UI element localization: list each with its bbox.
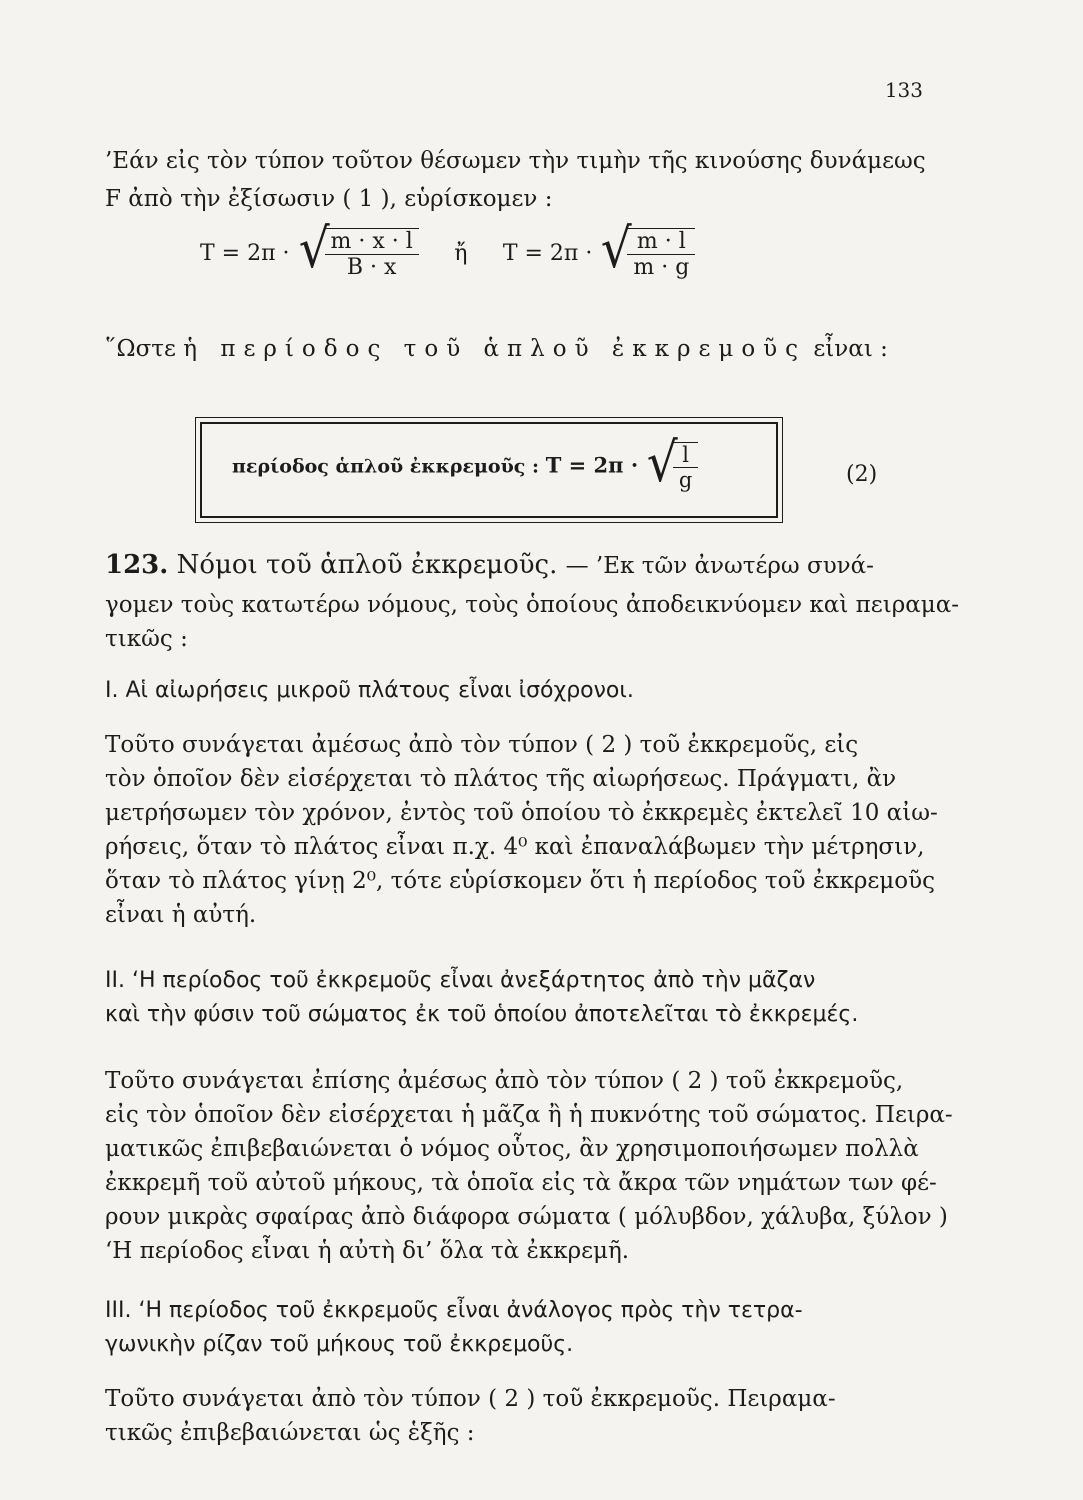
fraction-numerator: m · l — [627, 229, 695, 255]
law-3-statement: III. ‘Η περίοδος τοῦ ἐκκρεμοῦς εἶναι ἀνάλογος πρὸς τὴν τετρα- — [105, 1298, 803, 1323]
boxed-formula-label: περίοδος ἁπλοῦ ἐκκρεμοῦς : — [232, 455, 539, 478]
law-1-body-line: μετρήσωμεν τὸν χρόνον, ἐντὸς τοῦ ὁποίου τὸ ἐκκρεμὲς ἐκτελεῖ 10 αἰω- — [105, 800, 938, 826]
law-1-body-line: ρήσεις, ὅταν τὸ πλάτος εἶναι π.χ. 4⁰ καὶ ἐπαναλάβωμεν τὴν μέτρησιν, — [105, 834, 925, 860]
law-2-statement: καὶ τὴν φύσιν τοῦ σώματος ἐκ τοῦ ὁποίου ἀποτελεῖται τὸ ἐκκρεμές. — [105, 1002, 859, 1027]
intro-line-2: F ἀπὸ τὴν ἐξίσωσιν ( 1 ), εὑρίσκομεν : — [105, 186, 553, 212]
law-3-statement: γωνικὴν ρίζαν τοῦ μήκους τοῦ ἐκκρεμοῦς. — [105, 1332, 574, 1357]
formula-lhs-2: T = 2π · — [502, 241, 593, 266]
fraction-denominator: g — [678, 468, 693, 492]
law-2-body-line: ματικῶς ἐπιβεβαιώνεται ὁ νόμος οὗτος, ἂν χρησιμοποιήσωμεν πολλὰ — [105, 1136, 919, 1162]
intro-line-1: ’Εάν εἰς τὸν τύπον τοῦτον θέσωμεν τὴν τιμὴν τῆς κινούσης δυνάμεως — [105, 148, 926, 174]
section-intro-line-1: — ’Εκ τῶν ἀνωτέρω συνά- — [565, 553, 874, 579]
boxed-formula-lhs: T = 2π · — [545, 452, 639, 478]
law-2-body-line: ρουν μικρὰς σφαίρας ἀπὸ διάφορα σώματα ( μόλυβδον, χάλυβα, ξύλον ) — [105, 1204, 948, 1230]
section-heading — [105, 550, 874, 580]
radical-sign: √ — [601, 217, 633, 280]
fraction-numerator: l — [673, 443, 698, 468]
hoste-line — [105, 336, 925, 362]
law-2-body-line: εἰς τὸν ὁποῖον δὲν εἰσέρχεται ἡ μᾶζα ἢ ἡ πυκνότης τοῦ σώματος. Πειρα- — [105, 1102, 953, 1128]
page-number: 133 — [884, 78, 923, 102]
equation-number: (2) — [846, 462, 878, 487]
boxed-sqrt — [645, 431, 698, 494]
fraction-numerator: m · x · l — [325, 229, 419, 255]
sqrt-2 — [599, 217, 695, 280]
radical-sign: √ — [646, 431, 678, 494]
fraction-denominator: m · g — [633, 255, 690, 280]
law-1-body-line: τὸν ὁποῖον δὲν εἰσέρχεται τὸ πλάτος τῆς αἰωρήσεως. Πράγματι, ἂν — [105, 766, 897, 792]
formula-or: ἤ — [454, 241, 468, 266]
law-3-body-line: Τοῦτο συνάγεται ἀπὸ τὸν τύπον ( 2 ) τοῦ ἐκκρεμοῦς. Πειραμα- — [105, 1386, 836, 1412]
law-2-body-line: ἐκκρεμῆ τοῦ αὐτοῦ μήκους, τὰ ὁποῖα εἰς τὰ ἄκρα τῶν νημάτων των φέ- — [105, 1170, 937, 1196]
law-1-statement: I. Αἱ αἰωρήσεις μικροῦ πλάτους εἶναι ἰσόχρονοι. — [105, 678, 634, 703]
fraction-denominator: B · x — [346, 255, 397, 280]
sqrt-1 — [297, 217, 419, 280]
law-2-body-line: ‘Η περίοδος εἶναι ἡ αὐτὴ δι’ ὅλα τὰ ἐκκρεμῆ. — [105, 1238, 630, 1264]
boxed-formula — [200, 422, 778, 518]
hoste-spaced-phrase: ἡ περίοδος τοῦ ἁπλοῦ ἐκκρεμοῦς — [183, 336, 807, 362]
formula-period-derivation — [200, 217, 695, 280]
law-1-body-line: εἶναι ἡ αὐτή. — [105, 902, 257, 928]
section-intro-line-2: γομεν τοὺς κατωτέρω νόμους, τοὺς ὁποίους ἀποδεικνύομεν καὶ πειραμα- — [105, 592, 960, 618]
law-2-body-line: Τοῦτο συνάγεται ἐπίσης ἀμέσως ἀπὸ τὸν τύπον ( 2 ) τοῦ ἐκκρεμοῦς, — [105, 1068, 904, 1094]
hoste-end: εἶναι : — [813, 336, 888, 362]
law-1-body-line: ὅταν τὸ πλάτος γίνῃ 2⁰, τότε εὑρίσκομεν ὅτι ἡ περίοδος τοῦ ἐκκρεμοῦς — [105, 868, 935, 894]
section-intro-line-3: τικῶς : — [105, 626, 188, 652]
section-title: Νόμοι τοῦ ἁπλοῦ ἐκκρεμοῦς. — [176, 550, 558, 580]
section-number: 123. — [105, 550, 169, 580]
law-1-body-line: Τοῦτο συνάγεται ἀμέσως ἀπὸ τὸν τύπον ( 2 ) τοῦ ἐκκρεμοῦς, εἰς — [105, 732, 859, 758]
law-2-statement: II. ‘Η περίοδος τοῦ ἐκκρεμοῦς εἶναι ἀνεξάρτητος ἀπὸ τὴν μᾶζαν — [105, 968, 816, 993]
formula-lhs: T = 2π · — [200, 241, 290, 266]
law-3-body-line: τικῶς ἐπιβεβαιώνεται ὡς ἑξῆς : — [105, 1420, 475, 1446]
hoste-start: ῞Ωστε — [105, 336, 176, 362]
radical-sign: √ — [298, 217, 330, 280]
